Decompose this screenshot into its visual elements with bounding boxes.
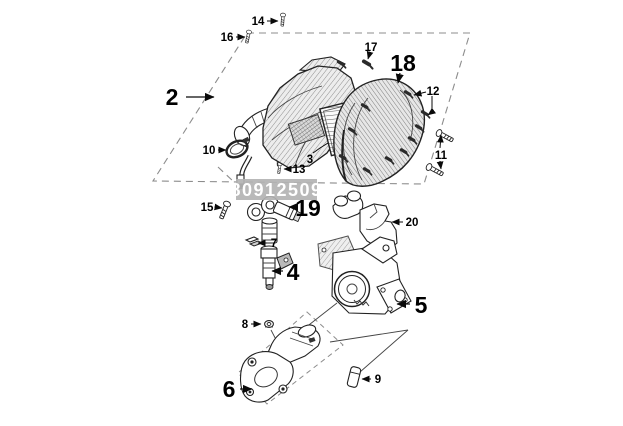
svg-text:12[interactable]: 12: [426, 86, 440, 98]
callout-18[interactable]: [390, 50, 416, 83]
callout-20[interactable]: [392, 217, 418, 229]
callout-14[interactable]: [252, 16, 278, 28]
svg-text:6[interactable]: 6: [222, 376, 236, 402]
clip-7: [246, 237, 262, 246]
svg-text:4[interactable]: 4: [286, 259, 300, 285]
watermark-text: 80912509: [230, 180, 323, 200]
svg-text:20[interactable]: 20: [405, 217, 419, 229]
svg-text:2[interactable]: 2: [165, 84, 179, 110]
callout-4[interactable]: [272, 259, 300, 285]
bolt-15: [218, 200, 231, 219]
rubber-cap-9: [347, 366, 362, 388]
hose-clamp-10: [224, 137, 250, 161]
callout-15[interactable]: [201, 202, 222, 214]
bolt-11b: [425, 163, 444, 178]
svg-text:5[interactable]: 5: [414, 292, 428, 318]
svg-text:3[interactable]: 3: [306, 154, 314, 166]
svg-text:16[interactable]: 16: [220, 32, 234, 44]
intake-manifold: [241, 323, 321, 402]
svg-text:11[interactable]: 11: [434, 150, 448, 162]
callout-8[interactable]: [242, 319, 261, 331]
svg-text:7[interactable]: 7: [270, 238, 278, 250]
callout-17[interactable]: [365, 42, 378, 59]
svg-text:13[interactable]: 13: [292, 164, 306, 176]
callout-2[interactable]: [166, 84, 214, 110]
screw-14: [280, 13, 286, 26]
screw-16: [244, 30, 252, 44]
bolt-11a: [435, 129, 454, 144]
svg-text:9[interactable]: 9: [374, 374, 382, 386]
svg-text:17[interactable]: 17: [364, 42, 378, 54]
fuel-rail-assembly: [248, 197, 302, 244]
callout-9[interactable]: [362, 374, 381, 386]
throttle-body: [318, 236, 411, 314]
svg-text:18[interactable]: 18: [390, 50, 416, 76]
svg-text:10[interactable]: 10: [202, 145, 216, 157]
callout-10[interactable]: [203, 145, 226, 157]
svg-text:14[interactable]: 14: [251, 16, 265, 28]
nut-8: [265, 321, 274, 328]
svg-text:15[interactable]: 15: [200, 202, 214, 214]
screw-17: [364, 61, 373, 68]
svg-text:19[interactable]: 19: [295, 195, 321, 221]
callout-11[interactable]: [435, 135, 448, 169]
svg-text:8[interactable]: 8: [241, 319, 249, 331]
